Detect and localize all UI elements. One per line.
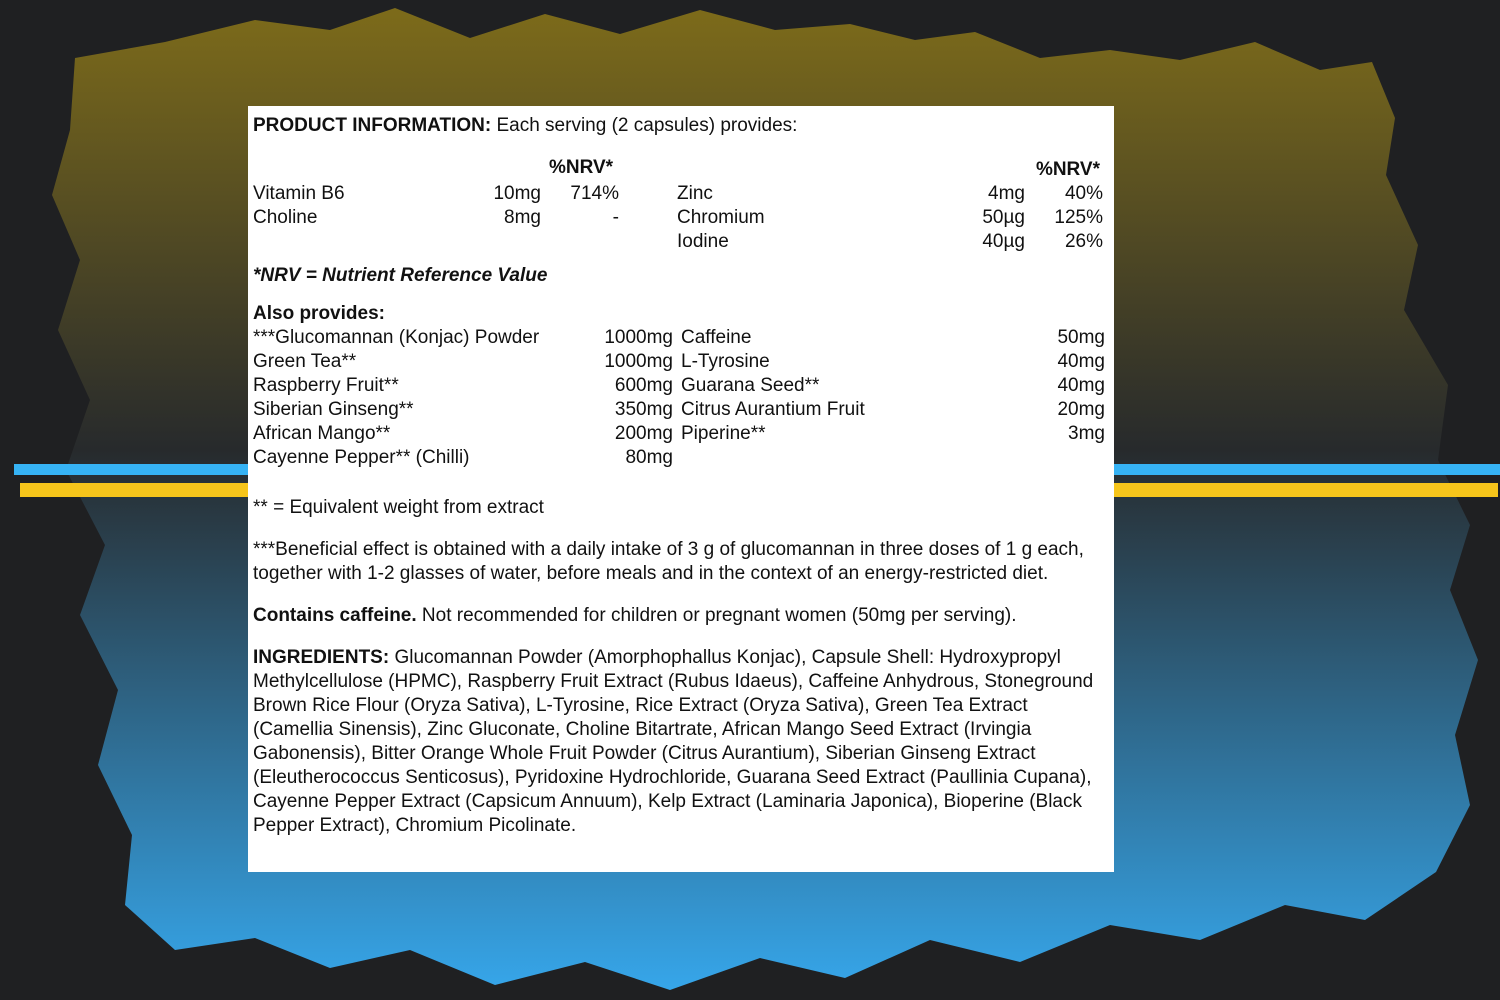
nutrient-row	[253, 230, 1113, 254]
ingredient-name: ***Glucomannan (Konjac) Powder	[253, 327, 540, 348]
nutrient-name: Zinc	[677, 183, 713, 204]
list-item	[253, 326, 1113, 350]
nutrient-amount: 40µg	[982, 231, 1025, 252]
ingredient-amount: 3mg	[1068, 423, 1105, 444]
nutrient-table	[253, 156, 1108, 260]
nutrient-name: Choline	[253, 207, 318, 228]
product-info-label: PRODUCT INFORMATION:	[253, 115, 492, 136]
ingredient-name: African Mango**	[253, 423, 391, 444]
product-info-text: Each serving (2 capsules) provides:	[491, 115, 798, 136]
ingredient-name: Siberian Ginseng**	[253, 399, 414, 420]
list-item	[253, 350, 1113, 374]
nutrient-name: Iodine	[677, 231, 729, 252]
ingredient-name: Piperine**	[681, 423, 766, 444]
also-provides-table	[253, 326, 1108, 470]
ingredient-name: Guarana Seed**	[681, 375, 820, 396]
nutrient-amount: 4mg	[988, 183, 1025, 204]
ingredient-amount: 600mg	[614, 375, 673, 396]
nutrient-row	[253, 206, 1113, 230]
nutrient-row	[253, 182, 1113, 206]
ingredient-name: L-Tyrosine	[681, 351, 770, 372]
nutrient-nrv: 125%	[1054, 207, 1103, 228]
nutrient-amount: 10mg	[493, 183, 541, 204]
ingredient-amount: 200mg	[614, 423, 673, 444]
nutrient-name: Vitamin B6	[253, 183, 345, 204]
nutrient-nrv: 714%	[570, 183, 619, 204]
ingredient-name: Citrus Aurantium Fruit	[681, 399, 865, 420]
ingredients-label: INGREDIENTS:	[253, 647, 390, 668]
list-item	[253, 398, 1113, 422]
ingredient-amount: 20mg	[1057, 399, 1105, 420]
ingredient-name: Caffeine	[681, 327, 752, 348]
caffeine-warning	[253, 604, 1108, 628]
product-info-heading	[253, 114, 1108, 138]
ingredient-amount: 80mg	[625, 447, 673, 468]
ingredient-amount: 50mg	[1057, 327, 1105, 348]
list-item	[253, 446, 1113, 470]
nrv-header-right: %NRV*	[1035, 159, 1100, 180]
product-label-panel	[248, 106, 1114, 872]
nutrient-name: Chromium	[677, 207, 765, 228]
ingredient-amount: 40mg	[1057, 375, 1105, 396]
nutrient-nrv: 26%	[1064, 231, 1103, 252]
ingredient-amount: 1000mg	[604, 351, 673, 372]
ingredient-amount: 1000mg	[604, 327, 673, 348]
nutrient-amount: 8mg	[504, 207, 541, 228]
also-provides-title: Also provides:	[253, 303, 385, 324]
nutrient-nrv: 40%	[1064, 183, 1103, 204]
list-item	[253, 422, 1113, 446]
ingredient-name: Raspberry Fruit**	[253, 375, 399, 396]
ingredients-paragraph	[253, 646, 1105, 838]
extract-note: ** = Equivalent weight from extract	[253, 497, 544, 518]
caffeine-warning-text: Not recommended for children or pregnant women (50mg per serving).	[416, 605, 1017, 626]
ingredient-name: Green Tea**	[253, 351, 357, 372]
ingredient-amount: 40mg	[1057, 351, 1105, 372]
glucomannan-note: ***Beneficial effect is obtained with a daily intake of 3 g of glucomannan in three doses of 1 g each, together with 1-2 glasses of water, before meals and in the context of an energy-restricted diet.	[253, 539, 1084, 584]
ingredient-name: Cayenne Pepper** (Chilli)	[253, 447, 470, 468]
nrv-note: *NRV = Nutrient Reference Value	[253, 265, 548, 286]
nrv-header-left: %NRV*	[549, 157, 614, 178]
ingredients-text: Glucomannan Powder (Amorphophallus Konjac), Capsule Shell: Hydroxypropyl Methylcellulose (HPMC), Raspberry Fruit Extract (Rubus Idaeus), Caffeine Anhydrous, Stoneground Brown Rice Flour (Oryza Sativa), L-Tyrosine, Rice Extract (Oryza Sativa), Green Tea Extract (Camellia Sinensis), Zinc Gluconate, Choline Bitartrate, African Mango Seed Extract (Irvingia Gabonensis), Bitter Orange Whole Fruit Powder (Citrus Aurantium), Siberian Ginseng Extract (Eleutherococcus Senticosus), Pyridoxine Hydrochloride, Guarana Seed Extract (Paullinia Cupana), Cayenne Pepper Extract (Capsicum Annuum), Kelp Extract (Laminaria Japonica), Bioperine (Black Pepper Extract), Chromium Picolinate.	[253, 647, 1094, 836]
caffeine-warning-label: Contains caffeine.	[253, 605, 417, 626]
nutrient-amount: 50µg	[982, 207, 1025, 228]
list-item	[253, 374, 1113, 398]
ingredient-amount: 350mg	[614, 399, 673, 420]
nutrient-nrv: -	[612, 207, 619, 228]
